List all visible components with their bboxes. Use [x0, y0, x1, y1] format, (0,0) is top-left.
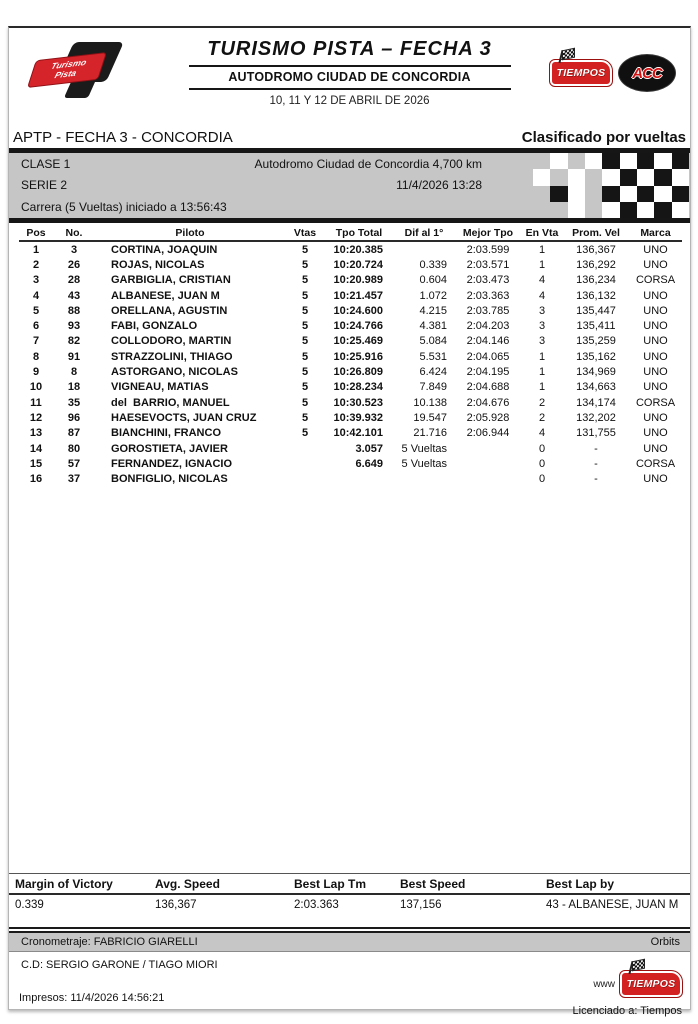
cell: 3.057 — [355, 442, 383, 455]
cell: 2:05.928 — [466, 411, 510, 424]
checker-square — [533, 153, 550, 169]
cell: 7 — [32, 335, 40, 348]
cell: 10:28.234 — [333, 381, 383, 394]
cell: 3 — [538, 320, 546, 333]
checker-square — [585, 169, 602, 185]
cell: 82 — [67, 335, 81, 348]
cell: 2:06.944 — [466, 427, 510, 440]
cell: 1 — [538, 258, 546, 271]
cell: del BARRIO, MANUEL — [111, 396, 230, 409]
info-value: 11/4/2026 13:28 — [396, 178, 482, 193]
cell: 5 — [301, 427, 309, 440]
divider — [189, 65, 511, 67]
cell: CORSA — [635, 396, 676, 409]
footer-block — [9, 873, 690, 1017]
section-title: APTP - FECHA 3 - CONCORDIA — [13, 129, 233, 146]
cell: 136,292 — [576, 258, 616, 271]
column-header: Tpo Total — [335, 227, 383, 239]
stat-value: 2:03.363 — [294, 899, 339, 911]
cell: 3 — [32, 274, 40, 287]
cell: 0 — [538, 457, 546, 470]
cell: CORSA — [635, 274, 676, 287]
cell: 10:20.989 — [333, 274, 383, 287]
checker-square — [654, 186, 671, 202]
checker-square — [550, 169, 567, 185]
checker-square — [637, 169, 654, 185]
table-row — [19, 334, 682, 349]
cell: 16 — [29, 473, 43, 486]
cell: CORTINA, JOAQUIN — [111, 243, 218, 256]
cell: 134,663 — [576, 381, 616, 394]
checker-square — [620, 153, 637, 169]
cell: 2:04.688 — [466, 381, 510, 394]
table-row — [19, 303, 682, 318]
stat-header: Best Lap by — [546, 877, 615, 891]
table-row — [19, 364, 682, 379]
checkered-flag-icon — [630, 960, 643, 973]
race-director-label: C.D: SERGIO GARONE / TIAGO MIORI — [21, 959, 218, 971]
checker-square — [637, 153, 654, 169]
orbits-label: Orbits — [650, 936, 680, 948]
cell: 12 — [29, 411, 43, 424]
cell: 4.381 — [419, 320, 447, 333]
results-table-body — [19, 241, 682, 487]
cell: 93 — [67, 320, 81, 333]
document-page — [8, 26, 691, 1017]
cell: 5 — [301, 411, 309, 424]
cell: 5 — [301, 258, 309, 271]
cell: 91 — [67, 350, 81, 363]
cell: 0.339 — [419, 258, 447, 271]
cell: 80 — [67, 442, 81, 455]
table-row — [19, 257, 682, 272]
cell: 4 — [32, 289, 40, 302]
checkered-flag-graphic — [533, 153, 689, 218]
cell: 131,755 — [576, 427, 616, 440]
cell: 1 — [538, 350, 546, 363]
cell: 10:25.916 — [333, 350, 383, 363]
tp-logo-line1: Turismo — [49, 57, 88, 72]
cronometraje-label: Cronometraje: FABRICIO GIARELLI — [21, 936, 198, 948]
cell: 4 — [538, 289, 546, 302]
cell: 4 — [538, 427, 546, 440]
acc-logo — [618, 54, 676, 92]
checker-square — [533, 186, 550, 202]
column-header: En Vta — [525, 227, 559, 239]
cell: 57 — [67, 457, 81, 470]
cell: 3 — [538, 335, 546, 348]
cell: 136,132 — [576, 289, 616, 302]
cell: FABI, GONZALO — [111, 320, 198, 333]
tp-logo-line2: Pista — [53, 67, 78, 81]
cell: 136,234 — [576, 274, 616, 287]
cell: UNO — [643, 366, 668, 379]
cell: 2:04.195 — [466, 366, 510, 379]
cell: 10:24.600 — [333, 304, 383, 317]
timing-credit-band — [9, 933, 690, 952]
tiempos-logo-label: TIEMPOS — [556, 67, 606, 79]
results-table — [19, 225, 682, 487]
cell: ORELLANA, AGUSTIN — [111, 304, 228, 317]
header-row — [19, 225, 682, 241]
stat-header: Margin of Victory — [15, 877, 113, 891]
turismo-pista-logo — [29, 40, 133, 104]
cell: 5 — [301, 366, 309, 379]
cell: 10:30.523 — [333, 396, 383, 409]
cell: 21.716 — [413, 427, 447, 440]
cell: UNO — [643, 320, 668, 333]
cell: 3 — [538, 304, 546, 317]
cell: 1 — [538, 243, 546, 256]
section-title-row — [9, 124, 690, 148]
cell: 1.072 — [419, 289, 447, 302]
cell: 10 — [29, 381, 43, 394]
cell: - — [594, 457, 598, 470]
checker-square — [585, 186, 602, 202]
table-row — [19, 380, 682, 395]
checker-square — [550, 202, 567, 218]
cell: 2:03.473 — [466, 274, 510, 287]
stat-header: Best Speed — [400, 877, 466, 891]
cell: 0 — [538, 442, 546, 455]
stat-header: Avg. Speed — [155, 877, 220, 891]
cell: 5 Vueltas — [401, 457, 447, 470]
cell: 8 — [70, 366, 78, 379]
cell: UNO — [643, 304, 668, 317]
cell: UNO — [643, 427, 668, 440]
cell: 35 — [67, 396, 81, 409]
document-header — [9, 28, 690, 124]
column-header: Piloto — [175, 227, 205, 239]
cell: 28 — [67, 274, 81, 287]
checker-square — [533, 202, 550, 218]
checker-square — [654, 153, 671, 169]
cell: 10:21.457 — [333, 289, 383, 302]
cell: 5 — [301, 274, 309, 287]
checker-square — [568, 186, 585, 202]
checker-square — [672, 186, 689, 202]
cell: 5 — [301, 320, 309, 333]
table-row — [19, 273, 682, 288]
checker-square — [585, 202, 602, 218]
cell: 19.547 — [413, 411, 447, 424]
www-logo-row — [593, 971, 682, 997]
checker-square — [637, 186, 654, 202]
table-row — [19, 441, 682, 456]
checker-square — [602, 186, 619, 202]
cell: 3 — [70, 243, 78, 256]
licensed-to-label: Licenciado a: Tiempos — [572, 1005, 682, 1017]
cell: 5.531 — [419, 350, 447, 363]
cell: 7.849 — [419, 381, 447, 394]
cell: - — [594, 442, 598, 455]
cell: 5 — [301, 335, 309, 348]
cell: 6 — [32, 320, 40, 333]
checker-square — [585, 153, 602, 169]
cell — [393, 241, 455, 257]
stat-value: 0.339 — [15, 899, 44, 911]
cell: UNO — [643, 473, 668, 486]
results-table-head — [19, 225, 682, 241]
cell: 136,367 — [576, 243, 616, 256]
cell: 4.215 — [419, 304, 447, 317]
license-block — [573, 957, 682, 1017]
cell: UNO — [643, 335, 668, 348]
cell: 87 — [67, 427, 81, 440]
tiempos-logo-footer — [620, 971, 682, 997]
cell: 37 — [67, 473, 81, 486]
cell: 5 — [301, 396, 309, 409]
race-stats — [9, 873, 690, 917]
checker-square — [568, 169, 585, 185]
cell: 43 — [67, 289, 81, 302]
cell: 5 — [32, 304, 40, 317]
table-row — [19, 241, 682, 257]
cell: 5 — [301, 304, 309, 317]
cell: ALBANESE, JUAN M — [111, 289, 220, 302]
cell: UNO — [643, 289, 668, 302]
event-title: TURISMO PISTA – FECHA 3 — [207, 38, 492, 60]
table-row — [19, 410, 682, 425]
cell: GOROSTIETA, JAVIER — [111, 442, 228, 455]
cell: 2:04.203 — [466, 320, 510, 333]
column-header: Marca — [640, 227, 671, 239]
divider-bar — [9, 218, 690, 223]
printed-timestamp: Impresos: 11/4/2026 14:56:21 — [19, 992, 165, 1004]
stat-value: 136,367 — [155, 899, 197, 911]
cell: 2:03.571 — [466, 258, 510, 271]
cell: ASTORGANO, NICOLAS — [111, 366, 238, 379]
www-label: www — [593, 978, 615, 990]
venue-title: AUTODROMO CIUDAD DE CONCORDIA — [228, 70, 471, 84]
cell: 10:20.724 — [333, 258, 383, 271]
info-label: Carrera (5 Vueltas) iniciado a 13:56:43 — [21, 199, 227, 214]
checker-square — [568, 202, 585, 218]
cell: 0 — [538, 473, 546, 486]
cell: HAESEVOCTS, JUAN CRUZ — [111, 411, 257, 424]
checker-square — [533, 169, 550, 185]
column-header: Dif al 1° — [404, 227, 444, 239]
cell: 14 — [29, 442, 43, 455]
checker-square — [654, 202, 671, 218]
table-row — [19, 426, 682, 441]
checker-square — [602, 202, 619, 218]
cell: STRAZZOLINI, THIAGO — [111, 350, 233, 363]
checker-square — [550, 153, 567, 169]
stats-value-row — [9, 895, 690, 917]
cell: 18 — [67, 381, 81, 394]
cell: 2:04.676 — [466, 396, 510, 409]
cell: UNO — [643, 243, 668, 256]
checker-square — [672, 153, 689, 169]
cell: 135,162 — [576, 350, 616, 363]
column-header: Vtas — [293, 227, 317, 239]
cell: 135,447 — [576, 304, 616, 317]
stat-value: 43 - ALBANESE, JUAN M — [546, 899, 679, 911]
cell: 15 — [29, 457, 43, 470]
cell: FERNANDEZ, IGNACIO — [111, 457, 232, 470]
cell: 96 — [67, 411, 81, 424]
cell: 1 — [32, 243, 40, 256]
cell: UNO — [643, 258, 668, 271]
cell: 4 — [538, 274, 546, 287]
cell: 88 — [67, 304, 81, 317]
cell: UNO — [643, 411, 668, 424]
cell: 10:26.809 — [333, 366, 383, 379]
cell: COLLODORO, MARTIN — [111, 335, 232, 348]
cell: 10.138 — [413, 396, 447, 409]
race-info-box — [9, 153, 690, 218]
cell: 6.424 — [419, 366, 447, 379]
checker-square — [602, 153, 619, 169]
table-row — [19, 395, 682, 410]
cell: 5 Vueltas — [401, 442, 447, 455]
classification-mode-label: Clasificado por vueltas — [521, 129, 686, 146]
info-label: CLASE 1 — [21, 156, 71, 171]
table-row — [19, 471, 682, 486]
table-row — [19, 349, 682, 364]
cell: 2 — [538, 396, 546, 409]
checker-square — [620, 186, 637, 202]
title-block — [180, 28, 520, 107]
cell — [455, 471, 521, 486]
cell: VIGNEAU, MATIAS — [111, 381, 209, 394]
cell: UNO — [643, 442, 668, 455]
cell: 10:42.101 — [333, 427, 383, 440]
checker-square — [637, 202, 654, 218]
cell: ROJAS, NICOLAS — [111, 258, 205, 271]
cell: UNO — [643, 350, 668, 363]
cell: UNO — [643, 381, 668, 394]
cell: 2:03.599 — [466, 243, 510, 256]
cell — [285, 471, 325, 486]
cell: CORSA — [635, 457, 676, 470]
cell: 134,174 — [576, 396, 616, 409]
cell: 2:03.363 — [466, 289, 510, 302]
cell: 10:25.469 — [333, 335, 383, 348]
checker-square — [620, 169, 637, 185]
cell: 6.649 — [355, 457, 383, 470]
cell: 134,969 — [576, 366, 616, 379]
cell: 11 — [30, 396, 42, 409]
cell: 5 — [301, 381, 309, 394]
checker-square — [602, 169, 619, 185]
cell: 0.604 — [419, 274, 447, 287]
column-header: Mejor Tpo — [462, 227, 514, 239]
tp-logo-label — [27, 52, 107, 88]
cell: 5 — [301, 243, 309, 256]
cell: 2 — [32, 258, 40, 271]
cell: 5 — [301, 289, 309, 302]
event-dates: 10, 11 Y 12 DE ABRIL DE 2026 — [269, 95, 430, 107]
tiempos-logo — [550, 60, 612, 86]
divider — [189, 88, 511, 90]
cell — [325, 471, 393, 486]
checkered-flag-icon — [560, 49, 573, 62]
cell: 13 — [29, 427, 43, 440]
column-header: Prom. Vel — [572, 227, 620, 239]
acc-logo-label: ACC — [632, 64, 662, 82]
checker-square — [568, 153, 585, 169]
cell — [455, 456, 521, 471]
table-row — [19, 288, 682, 303]
column-header: No. — [65, 227, 83, 239]
cell: BIANCHINI, FRANCO — [111, 427, 221, 440]
stat-value: 137,156 — [400, 899, 442, 911]
column-header: Pos — [26, 227, 46, 239]
cell: 26 — [67, 258, 81, 271]
cell: 2 — [538, 411, 546, 424]
stats-header-row — [9, 874, 690, 895]
cell: 2:04.146 — [466, 335, 510, 348]
table-row — [19, 318, 682, 333]
cell: 1 — [538, 366, 546, 379]
cell: 132,202 — [576, 411, 616, 424]
checker-square — [550, 186, 567, 202]
cell: 2:04.065 — [466, 350, 510, 363]
checker-square — [672, 169, 689, 185]
info-value: Autodromo Ciudad de Concordia 4,700 km — [254, 156, 482, 171]
cell: 135,259 — [576, 335, 616, 348]
cell — [285, 441, 325, 456]
cell: BONFIGLIO, NICOLAS — [111, 473, 228, 486]
cell: 9 — [32, 366, 40, 379]
cell: 135,411 — [576, 320, 616, 333]
table-row — [19, 456, 682, 471]
cell — [285, 456, 325, 471]
cell: 2:03.785 — [466, 304, 510, 317]
cell: 5 — [301, 350, 309, 363]
officials-row — [9, 952, 690, 1017]
stat-header: Best Lap Tm — [294, 877, 367, 891]
cell: 10:24.766 — [333, 320, 383, 333]
cell: 8 — [32, 350, 40, 363]
cell: 5.084 — [419, 335, 447, 348]
cell: 10:39.932 — [333, 411, 383, 424]
cell: GARBIGLIA, CRISTIAN — [111, 274, 231, 287]
cell: 10:20.385 — [333, 243, 383, 256]
checker-square — [672, 202, 689, 218]
info-label: SERIE 2 — [21, 178, 68, 193]
checker-square — [654, 169, 671, 185]
cell: 1 — [538, 381, 546, 394]
cell: - — [594, 473, 598, 486]
cell — [393, 471, 455, 486]
tiempos-logo-label: TIEMPOS — [626, 978, 676, 990]
cell — [455, 441, 521, 456]
checker-square — [620, 202, 637, 218]
